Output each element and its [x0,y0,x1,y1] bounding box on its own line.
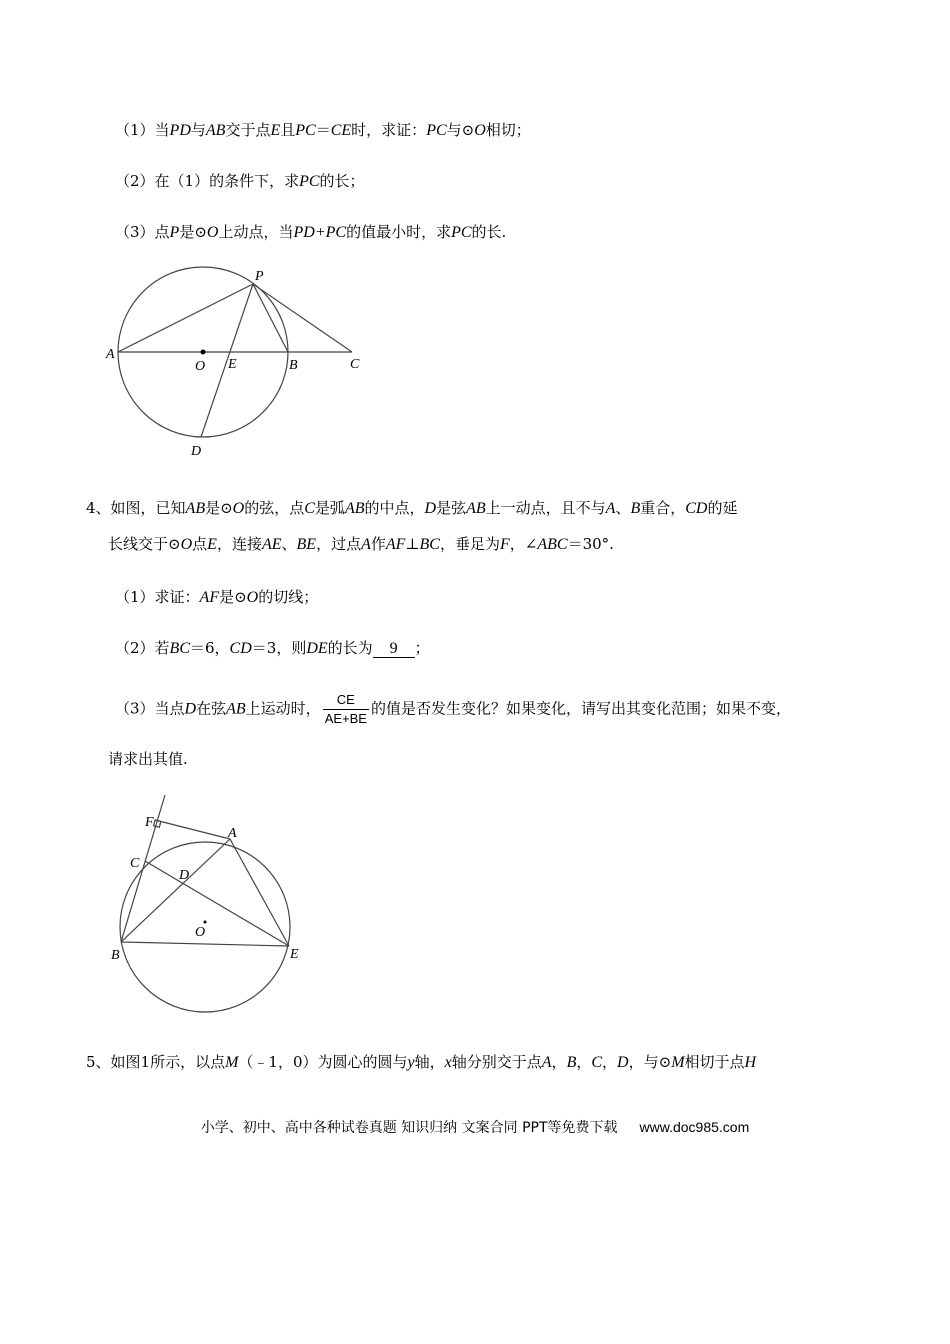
q4-right-angle-mark [154,820,161,827]
q3-label-a: A [106,347,115,362]
q4-answer-blank: 9 [373,640,415,658]
q3-line-pb [253,284,288,352]
q4-fraction-denominator: AE+BE [324,711,367,726]
q4-line-ae [230,839,289,946]
q4-line-fa [155,820,230,839]
q3-label-o: O [195,359,206,374]
q4-line-ce [145,861,289,946]
footer-text: 小学、初中、高中各种试卷真题 知识归纳 文案合同 PPT等免费下载 [200,1120,618,1136]
q4-center-dot [204,921,207,924]
q3-label-p: P [255,269,264,284]
q4-label-c: C [130,856,140,871]
q4-label-f: F [145,815,154,830]
q3-figure [100,262,380,462]
q4-label-d: D [179,868,190,883]
q3-part3: （3）点P是⊙O上动点，当PD+PC的值最小时，求PC的长. [115,223,507,241]
q5-intro: 5、如图1所示，以点M（﹣1，0）为圆心的圆与y轴，x轴分别交于点A，B，C，D，与⊙M相切于点H [86,1053,757,1071]
q4-fraction-numerator: CE [323,692,369,710]
q4-intro-line2: 长线交于⊙O点E，连接AE、BE，过点A作AF⊥BC，垂足为F，∠ABC＝30°. [108,535,614,553]
q3-line-pd [201,284,253,437]
q3-label-c: C [350,357,360,372]
q4-part3-line2: 请求出其值. [108,750,188,768]
q3-center-dot [201,350,206,355]
q3-label-d: D [191,444,202,459]
q3-label-b: B [289,358,298,373]
q4-label-b: B [111,948,120,963]
q4-figure [105,795,315,1020]
q4-part3: （3）当点D在弦AB上运动时， $\frac{CE}{AE+BE}$ 的值是否发生变化？如果变化，请写出其变化范围；如果不变， [115,692,791,726]
q4-fraction [323,692,369,727]
q3-part1: （1）当PD与AB交于点E且PC＝CE时，求证：PC与⊙O相切； [115,121,531,139]
q3-line-pc [253,284,352,352]
footer-url[interactable]: www.doc985.com [639,1119,750,1135]
q4-label-e: E [290,947,299,962]
q4-line-be [121,942,289,946]
q4-intro-line1: 4、如图，已知AB是⊙O的弦，点C是弧AB的中点，D是弦AB上一动点，且不与A、B重合，CD的延 [86,499,738,517]
q3-part2: （2）在（1）的条件下，求PC的长； [115,172,365,190]
q3-label-e: E [228,357,237,372]
q4-line-ab [121,839,230,942]
page-footer [0,1117,950,1137]
q4-part2: （2）若BC＝6，CD＝3，则DE的长为 9 ； [115,639,430,657]
q4-label-a: A [228,826,237,841]
q4-label-o: O [195,925,206,940]
q4-part1: （1）求证：AF是⊙O的切线； [115,588,319,606]
